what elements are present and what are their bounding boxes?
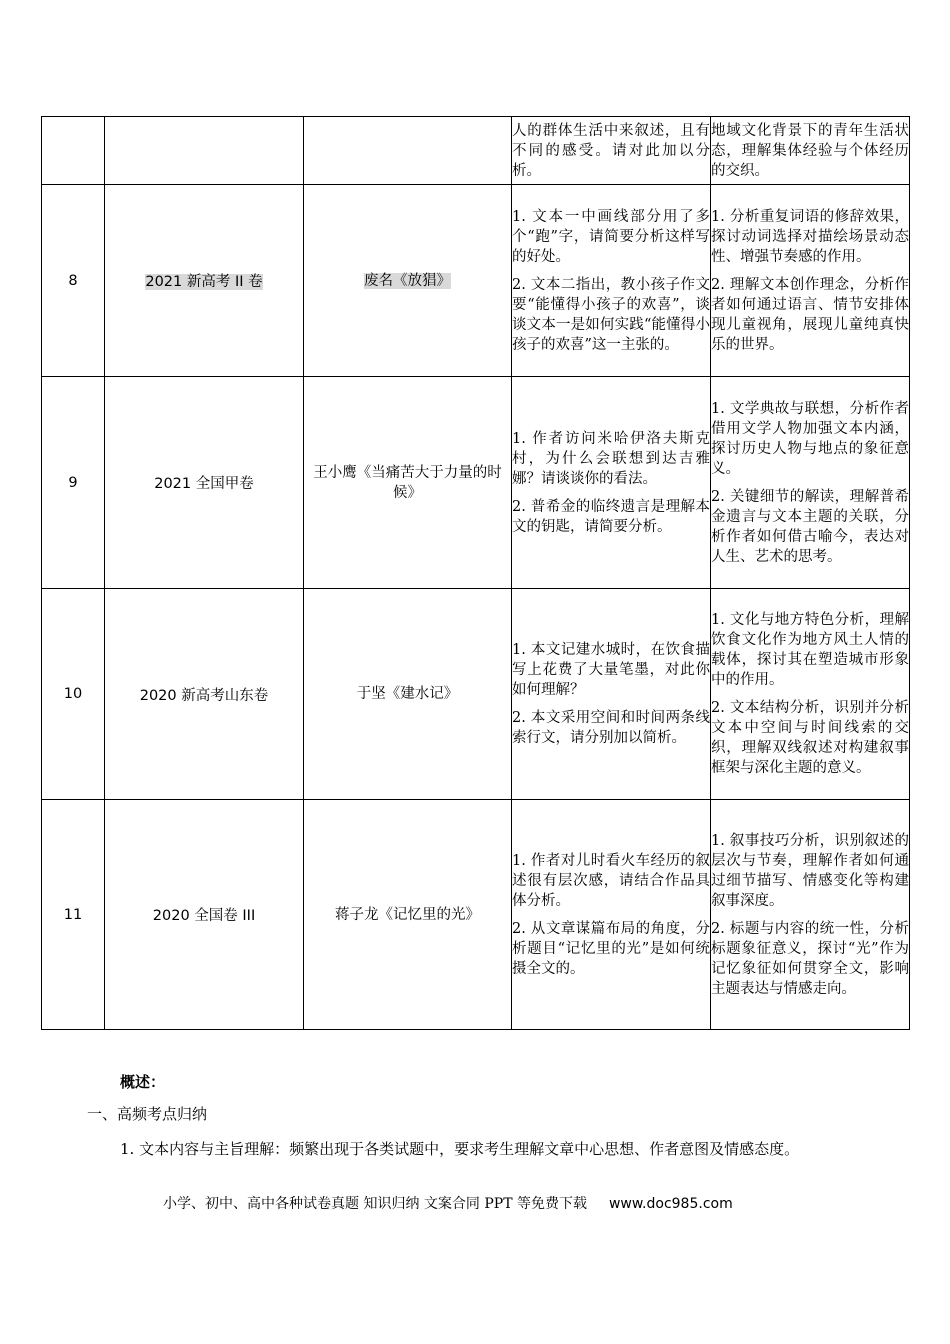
article-title-text: 废名《放猖》 xyxy=(364,272,451,289)
row-number: 9 xyxy=(42,377,105,589)
question-item: 1. 本文记建水城时，在饮食描写上花费了大量笔墨，对此你如何理解？ xyxy=(512,642,710,698)
exam-points xyxy=(711,589,910,800)
article-title xyxy=(304,185,512,377)
question-item: 人的群体生活中来叙述，且有不同的感受。请对此加以分析。 xyxy=(512,122,710,179)
question-item: 2. 文本二指出，教小孩子作文要“能懂得小孩子的欢喜”，谈谈文本一是如何实践“能懂得小孩子的欢喜”这一主张的。 xyxy=(512,276,710,353)
article-title: 蒋子龙《记忆里的光》 xyxy=(304,800,512,1030)
section-heading: 一、高频考点归纳 xyxy=(87,1105,208,1123)
question-item: 1. 文本一中画线部分用了多个“跑”字，请简要分析这样写的好处。 xyxy=(512,208,710,265)
page-footer xyxy=(163,1193,733,1213)
question-item: 2. 从文章谋篇布局的角度，分析题目“记忆里的光”是如何统摄全文的。 xyxy=(512,920,710,977)
row-number: 8 xyxy=(42,185,105,377)
point-item: 2. 理解文本创作理念，分析作者如何通过语言、情节安排体现儿童视角，展现儿童纯真快乐的世界。 xyxy=(711,276,909,353)
exam-source-text: 2021 新高考 II 卷 xyxy=(145,274,263,290)
overview-heading: 概述： xyxy=(120,1073,166,1091)
point-item: 2. 关键细节的解读，理解普希金遗言与文本主题的关联，分析作者如何借古喻今，表达对人生、艺术的思考。 xyxy=(711,488,909,565)
point-item: 1. 分析重复词语的修辞效果，探讨动词选择对描绘场景动态性、增强节奏感的作用。 xyxy=(711,208,909,265)
point-item: 地域文化背景下的青年生活状态，理解集体经验与个体经历的交织。 xyxy=(711,122,909,179)
question-item: 1. 作者访问米哈伊洛夫斯克村，为什么会联想到达吉雅娜？请谈谈你的看法。 xyxy=(512,430,710,487)
point-item: 1. 叙事技巧分析，识别叙述的层次与节奏，理解作者如何通过细节描写、情感变化等构建叙事深度。 xyxy=(711,832,909,909)
article-title: 王小鹰《当痛苦大于力量的时候》 xyxy=(304,377,512,589)
exam-points xyxy=(711,117,910,185)
table-row xyxy=(42,800,910,1030)
row-number: 11 xyxy=(42,800,105,1030)
exam-source xyxy=(105,117,304,185)
table-row xyxy=(42,589,910,800)
table-row xyxy=(42,117,910,185)
question-item: 1. 作者对儿时看火车经历的叙述很有层次感，请结合作品具体分析。 xyxy=(512,852,710,909)
exam-source: 2020 全国卷 III xyxy=(105,800,304,1030)
row-number xyxy=(42,117,105,185)
exam-source: 2021 全国甲卷 xyxy=(105,377,304,589)
exam-questions xyxy=(512,377,711,589)
exam-points xyxy=(711,377,910,589)
article-title xyxy=(304,117,512,185)
exam-questions xyxy=(512,589,711,800)
question-item: 2. 本文采用空间和时间两条线索行文，请分别加以简析。 xyxy=(512,710,710,746)
point-item: 2. 文本结构分析，识别并分析文本中空间与时间线索的交织，理解双线叙述对构建叙事框架与深化主题的意义。 xyxy=(711,700,909,776)
footer-text: 小学、初中、高中各种试卷真题 知识归纳 文案合同 PPT 等免费下载 xyxy=(163,1196,587,1212)
row-number: 10 xyxy=(42,589,105,800)
exam-source: 2020 新高考山东卷 xyxy=(105,589,304,800)
exam-questions xyxy=(512,117,711,185)
exam-questions xyxy=(512,800,711,1030)
article-title: 于坚《建水记》 xyxy=(304,589,512,800)
point-item: 2. 标题与内容的统一性，分析标题象征意义，探讨“光”作为记忆象征如何贯穿全文，影响主题表达与情感走向。 xyxy=(711,920,909,997)
footer-url: www.doc985.com xyxy=(608,1196,733,1212)
summary-point: 1. 文本内容与主旨理解：频繁出现于各类试题中，要求考生理解文章中心思想、作者意图及情感态度。 xyxy=(120,1140,800,1158)
point-item: 1. 文学典故与联想，分析作者借用文学人物加强文本内涵，探讨历史人物与地点的象征意义。 xyxy=(711,400,909,477)
question-item: 2. 普希金的临终遗言是理解本文的钥匙，请简要分析。 xyxy=(512,498,710,535)
table-row xyxy=(42,377,910,589)
point-item: 1. 文化与地方特色分析，理解饮食文化作为地方风土人情的载体，探讨其在塑造城市形象中的作用。 xyxy=(711,612,909,688)
exam-analysis-table xyxy=(41,116,910,1030)
table-row xyxy=(42,185,910,377)
exam-questions xyxy=(512,185,711,377)
exam-source xyxy=(105,185,304,377)
exam-points xyxy=(711,800,910,1030)
exam-points xyxy=(711,185,910,377)
